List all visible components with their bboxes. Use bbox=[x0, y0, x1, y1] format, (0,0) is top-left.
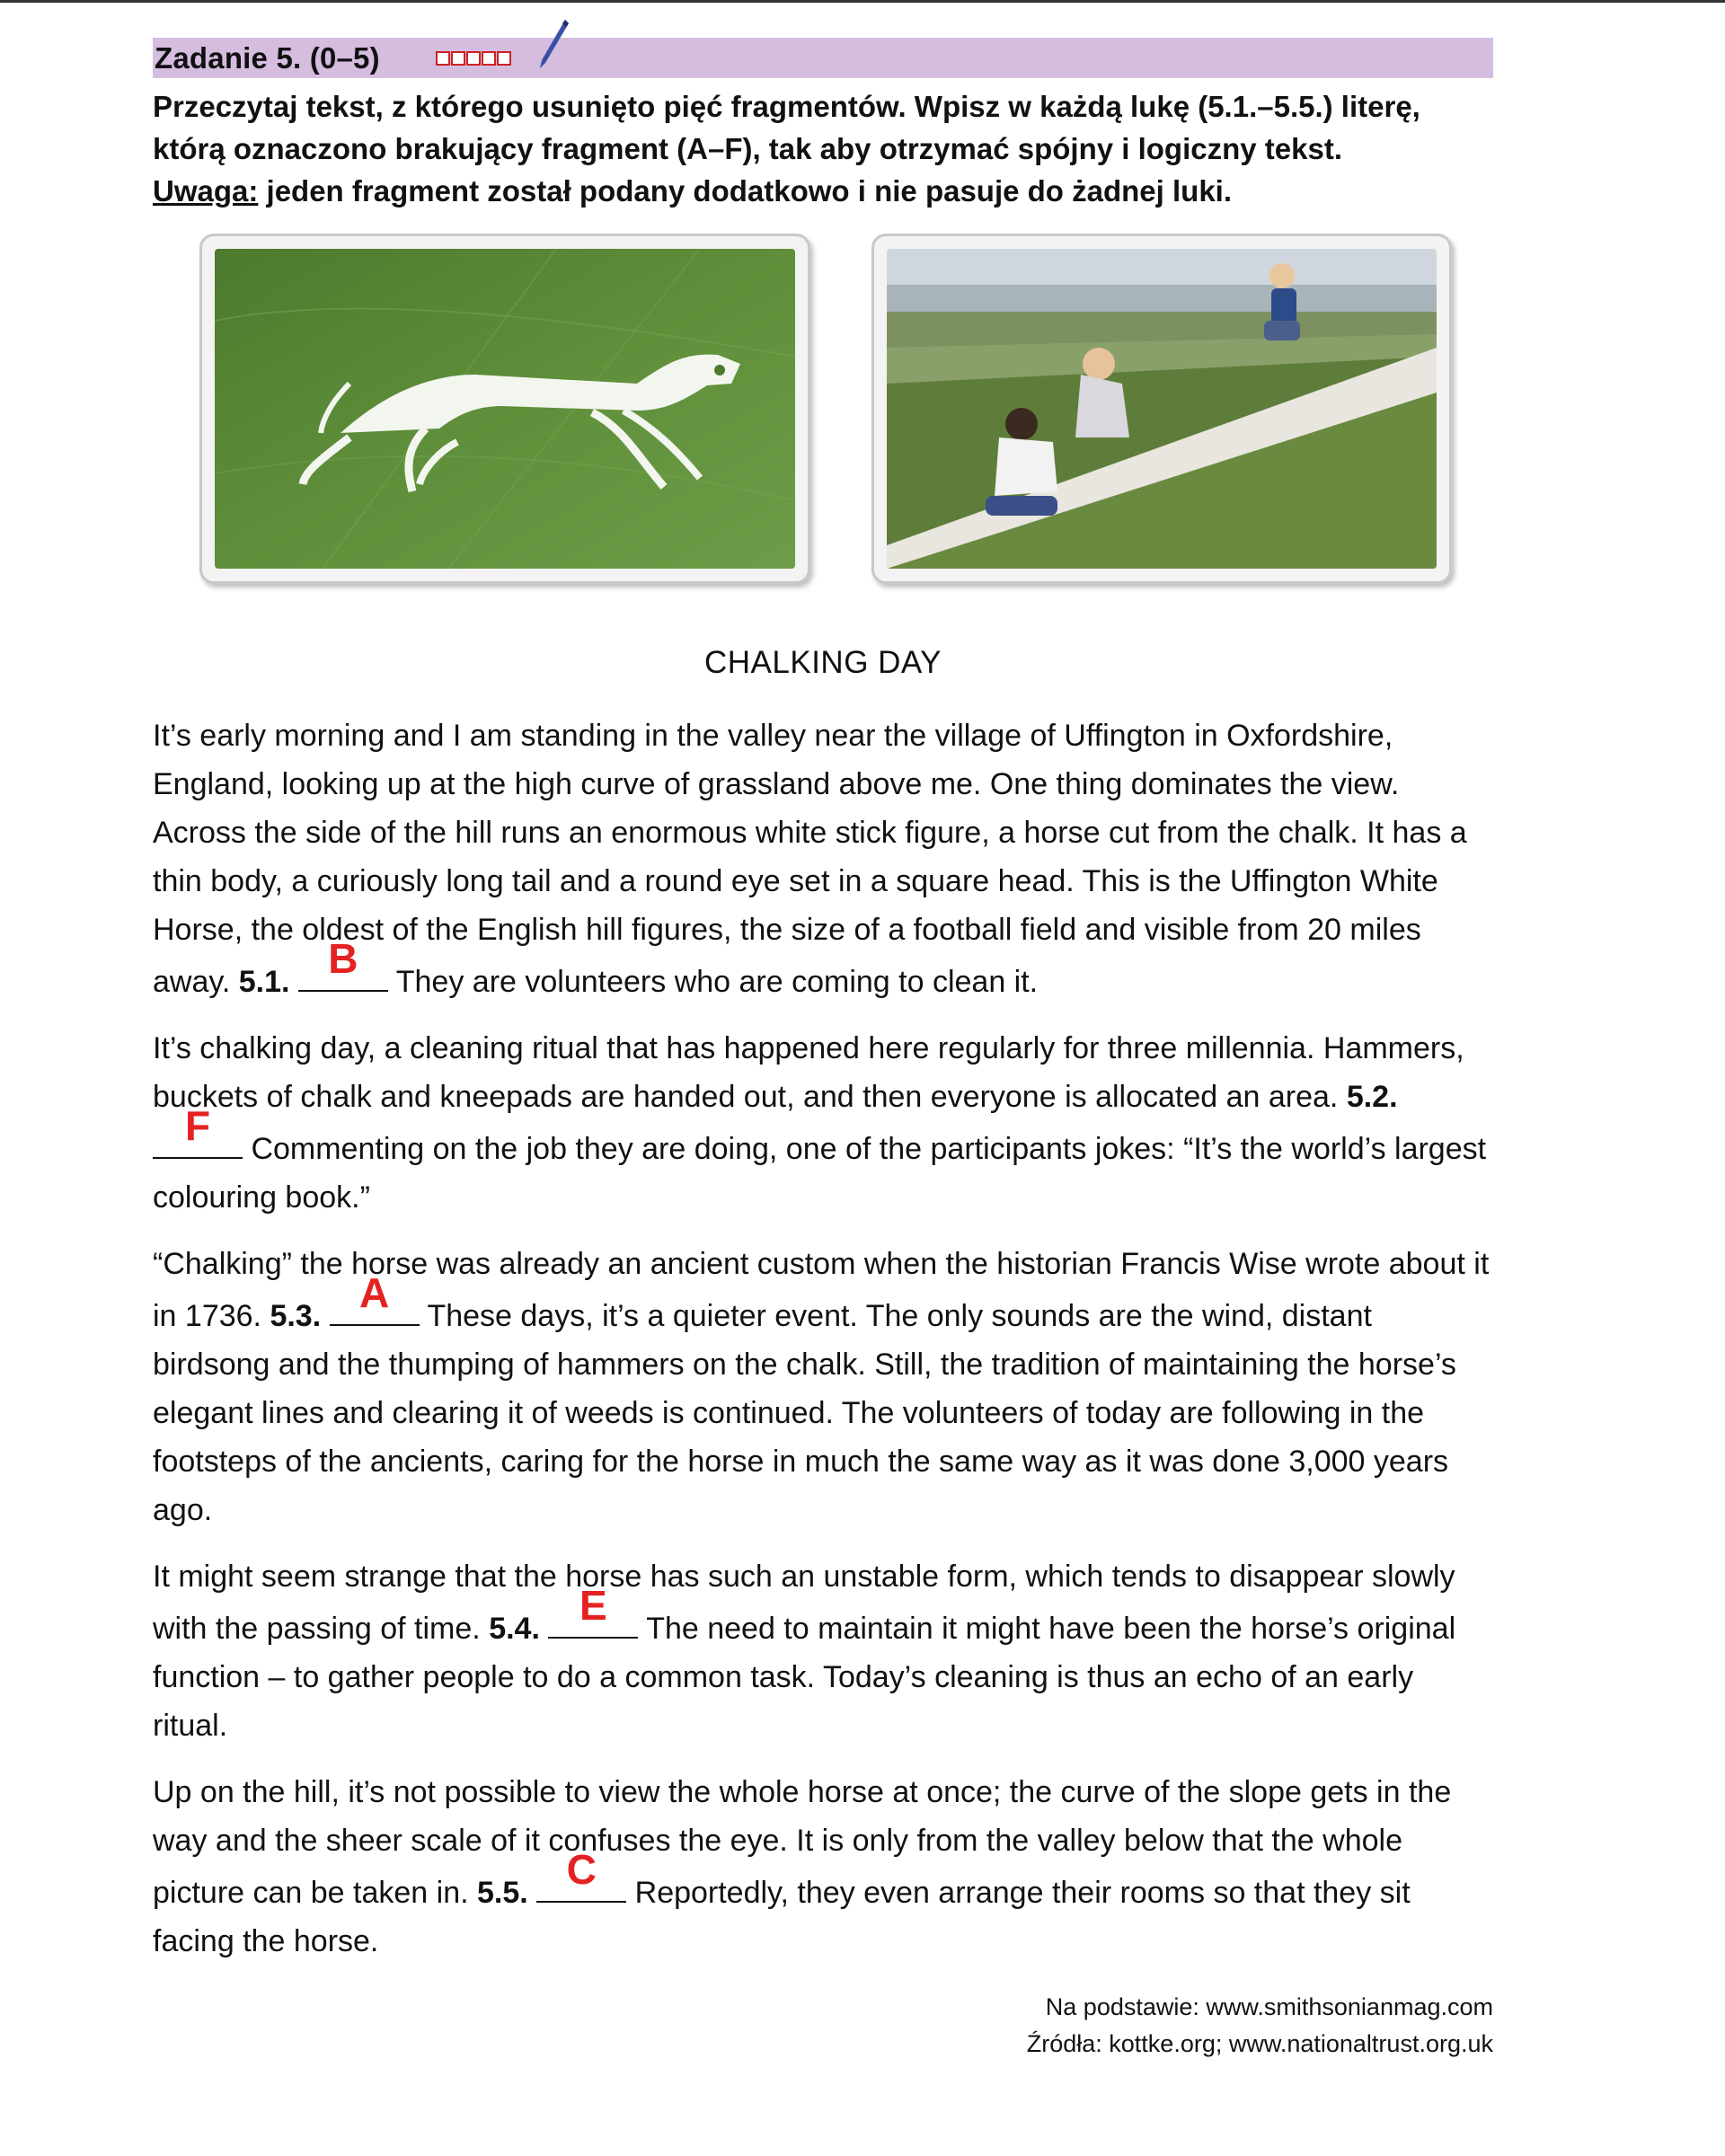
paragraph-text: “Chalking” the horse was already an ancient custom when the historian Francis Wise wrote about it in 1736. bbox=[153, 1247, 1490, 1333]
answer-letter: B bbox=[328, 935, 358, 982]
instructions-note bbox=[153, 170, 1493, 212]
paragraph-text: They are volunteers who are coming to clean it. bbox=[387, 965, 1039, 999]
paragraph-text: Commenting on the job they are doing, one of the participants jokes: “It’s the world’s largest colouring book.” bbox=[153, 1132, 1487, 1215]
answer-gap-5-2[interactable] bbox=[153, 1102, 243, 1159]
gap-ref: 5.2. bbox=[1346, 1080, 1398, 1114]
paragraph-text: It’s early morning and I am standing in the valley near the village of Uffington in Oxfordshire, England, looking up at the high curve of grassland above me. One thing dominates the view. Across the side of the hill runs an enormous white stick figure, a horse cut from the chalk. It has a thin body, a curiously long tail and a round eye set in a square head. This is the Uffington White Horse, the oldest of the English hill figures, the size of a football field and visible from 20 miles away. bbox=[153, 719, 1467, 999]
task-title: Zadanie 5. (0–5) bbox=[155, 40, 380, 75]
score-boxes bbox=[436, 51, 512, 66]
note-label: Uwaga: bbox=[153, 174, 259, 208]
article-title: CHALKING DAY bbox=[703, 645, 942, 680]
instructions bbox=[153, 85, 1493, 212]
paragraph-text: It might seem strange that the horse has such an unstable form, which tends to disappear slowly with the passing of time. bbox=[153, 1560, 1455, 1646]
answer-letter: A bbox=[359, 1269, 390, 1316]
top-rule bbox=[0, 0, 1725, 3]
photo-white-horse bbox=[199, 234, 810, 584]
source-credits bbox=[153, 1989, 1493, 2063]
gap-ref: 5.3. bbox=[270, 1299, 322, 1333]
score-box bbox=[497, 51, 511, 66]
gap-ref: 5.1. bbox=[238, 965, 290, 999]
answer-gap-5-3[interactable] bbox=[330, 1269, 420, 1326]
photo-volunteers bbox=[871, 234, 1452, 584]
paragraph-3 bbox=[153, 1240, 1493, 1534]
answer-letter: C bbox=[566, 1846, 597, 1893]
instructions-main: Przeczytaj tekst, z którego usunięto pięć fragmentów. Wpisz w każdą lukę (5.1.–5.5.) literę, którą oznaczono brakujący fragment (A–F), tak aby otrzymać spójny i logiczny tekst. bbox=[153, 90, 1420, 165]
note-text: jeden fragment został podany dodatkowo i nie pasuje do żadnej luki. bbox=[258, 174, 1233, 208]
answer-letter: F bbox=[184, 1102, 211, 1149]
gap-ref: 5.4. bbox=[489, 1612, 540, 1646]
source-line-2: Źródła: kottke.org; www.nationaltrust.org.uk bbox=[1026, 2030, 1493, 2057]
paragraph-1 bbox=[153, 711, 1493, 1006]
pen-icon bbox=[538, 18, 569, 72]
white-horse-image bbox=[215, 249, 795, 569]
task-header bbox=[153, 38, 1493, 78]
paragraph-text: It’s chalking day, a cleaning ritual that has happened here regularly for three millennia. Hammers, buckets of chalk and kneepads are handed out, and then everyone is allocated an area. bbox=[153, 1031, 1464, 1114]
paragraph-text: Up on the hill, it’s not possible to view the whole horse at once; the curve of the slope gets in the way and the sheer scale of it confuses the eye. It is only from the valley below that the whole picture can be taken in. bbox=[153, 1775, 1452, 1910]
answer-letter: E bbox=[579, 1582, 607, 1629]
paragraph-text: Reportedly, they even arrange their rooms so that they sit facing the horse. bbox=[153, 1876, 1411, 1958]
score-box bbox=[466, 51, 481, 66]
score-box bbox=[436, 51, 450, 66]
volunteers-image bbox=[887, 249, 1437, 569]
paragraph-4 bbox=[153, 1552, 1493, 1750]
article-body bbox=[153, 711, 1493, 1966]
paragraph-2 bbox=[153, 1024, 1493, 1222]
score-box bbox=[451, 51, 465, 66]
exam-page bbox=[153, 38, 1493, 2063]
paragraph-text: The need to maintain it might have been the horse’s original function – to gather people to do a common task. Today’s cleaning is thus an echo of an early ritual. bbox=[153, 1612, 1456, 1743]
paragraph-5 bbox=[153, 1768, 1493, 1966]
answer-gap-5-5[interactable] bbox=[536, 1846, 626, 1903]
score-box bbox=[482, 51, 496, 66]
gap-ref: 5.5. bbox=[477, 1876, 528, 1910]
answer-gap-5-4[interactable] bbox=[548, 1582, 638, 1639]
source-line-1: Na podstawie: www.smithsonianmag.com bbox=[1045, 1993, 1493, 2020]
photos bbox=[153, 234, 1493, 611]
answer-gap-5-1[interactable] bbox=[298, 935, 388, 992]
paragraph-text: These days, it’s a quieter event. The only sounds are the wind, distant birdsong and the thumping of hammers on the chalk. Still, the tradition of maintaining the horse’s elegant lines and clearing it of weeds is continued. The volunteers of today are following in the footsteps of the ancients, caring for the horse in much the same way as it was done 3,000 years ago. bbox=[153, 1299, 1456, 1527]
